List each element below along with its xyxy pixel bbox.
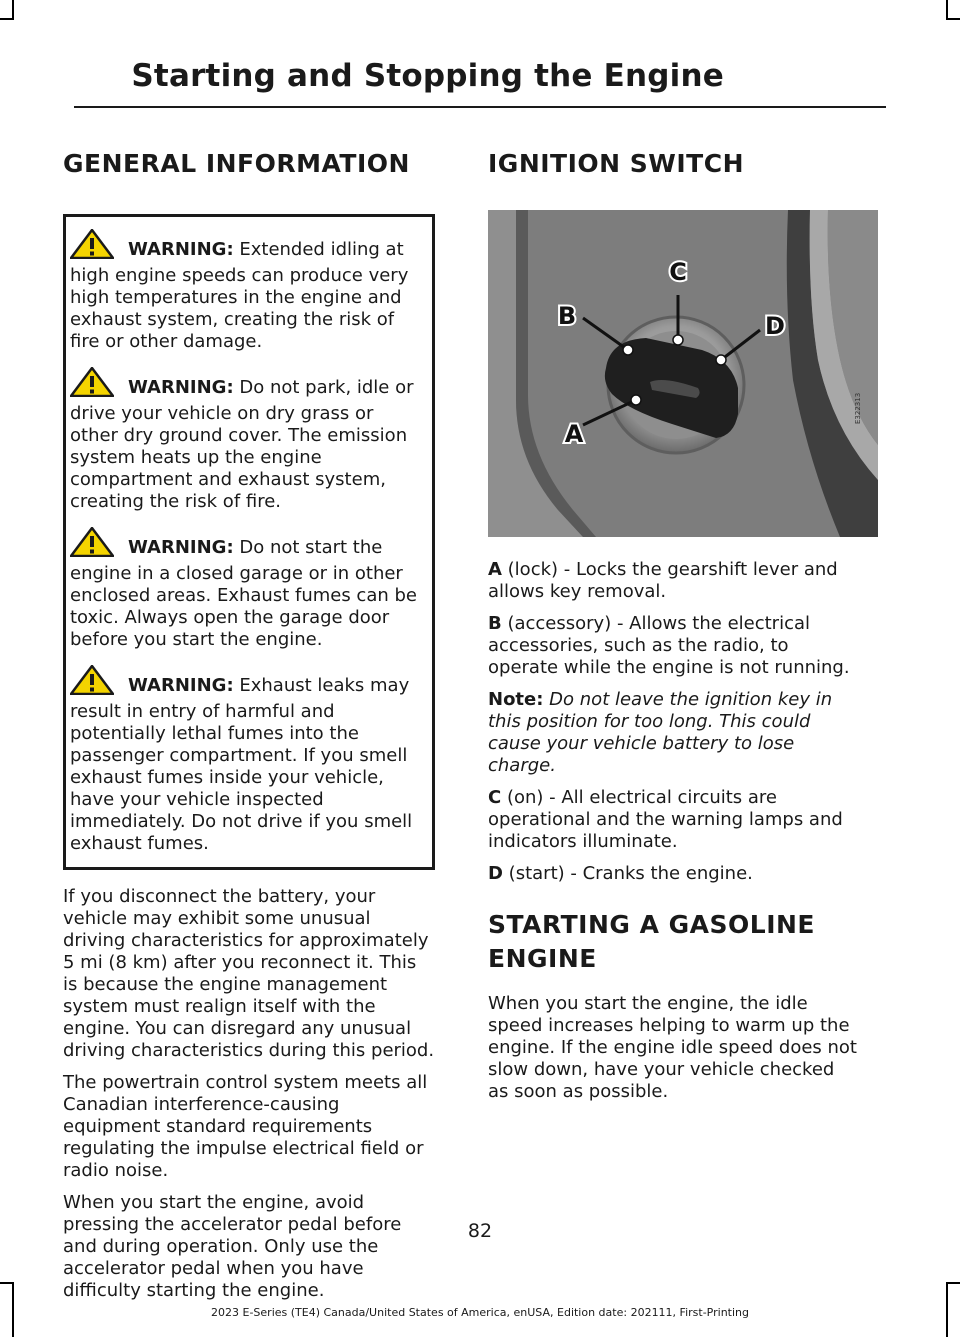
callout-c: C [669, 258, 687, 286]
legend-key: D [488, 863, 503, 884]
callout-b: B [557, 302, 577, 330]
body-paragraph: The powertrain control system meets all Canadian interference-causing equipment standard requirements regulating the impulse electrical field or radio noise. [63, 1072, 428, 1181]
warning-text: Do not start the engine in a closed garage or in other enclosed areas. Exhaust fumes can be toxic. Always open the garage door before you start the engine. [70, 537, 417, 650]
section-heading: IGNITION SWITCH [488, 149, 744, 178]
body-paragraph: If you disconnect the battery, your vehicle may exhibit some unusual driving characteristics for approximately 5 mi (8 km) after you reconnect it. This is because the engine management system must realign itself with the engine. You can disregard any unusual driving characteristics during this period. [63, 886, 435, 1061]
crop-mark [12, 0, 14, 18]
warning-label: WARNING: [128, 239, 234, 260]
note-text: Do not leave the ignition key in this position for too long. This could cause your vehicle battery to lose charge. [488, 689, 833, 776]
legend-key: B [488, 613, 502, 634]
ignition-switch-illustration [488, 210, 878, 537]
legend-text: (lock) - Locks the gearshift lever and allows key removal. [488, 559, 838, 602]
crop-mark [946, 18, 960, 20]
footer-text: 2023 E-Series (TE4) Canada/United States of America, enUSA, Edition date: 202111, First-Printing [211, 1306, 749, 1319]
warning-triangle-icon [70, 229, 114, 265]
warning-item [70, 665, 424, 855]
warning-label: WARNING: [128, 675, 234, 696]
warning-text: Exhaust leaks may result in entry of harmful and potentially lethal fumes into the passenger compartment. If you smell exhaust fumes inside your vehicle, have your vehicle inspected immediately. Do not drive if you smell exhaust fumes. [70, 675, 413, 854]
left-column [63, 148, 435, 1302]
section-heading-line: STARTING A GASOLINE [488, 910, 816, 939]
crop-mark [0, 18, 14, 20]
body-paragraph: When you start the engine, avoid pressing the accelerator pedal before and during operation. Only use the accelerator pedal when you have difficulty starting the engine. [63, 1192, 402, 1301]
legend-text: (start) - Cranks the engine. [502, 863, 753, 884]
warning-text: Do not park, idle or drive your vehicle on dry grass or other dry ground cover. The emission system heats up the engine compartment and exhaust system, creating the risk of fire. [70, 377, 414, 512]
header-rule [74, 106, 886, 108]
callout-d: D [765, 312, 785, 340]
callout-a: A [564, 420, 584, 448]
ignition-switch-photo [488, 210, 878, 537]
figure-id: E322313 [854, 392, 862, 424]
note-label: Note: [488, 689, 544, 710]
page-number: 82 [467, 1220, 493, 1242]
warning-triangle-icon [70, 367, 114, 403]
legend-item [488, 559, 860, 603]
legend-text: (accessory) - Allows the electrical accessories, such as the radio, to operate while the engine is not running. [488, 613, 850, 678]
crop-mark [0, 1282, 14, 1284]
right-column [488, 148, 860, 1103]
warning-text: Extended idling at high engine speeds can produce very high temperatures in the engine and exhaust system, creating the risk of fire or other damage. [70, 239, 409, 352]
legend-item [488, 787, 860, 853]
warning-label: WARNING: [128, 377, 234, 398]
legend-text: (on) - All electrical circuits are operational and the warning lamps and indicators illuminate. [488, 787, 843, 852]
legend-key: C [488, 787, 502, 808]
warning-item [70, 367, 424, 513]
body-paragraph: When you start the engine, the idle speed increases helping to warm up the engine. If the engine idle speed does not slow down, have your vehicle checked as soon as possible. [488, 993, 857, 1102]
page-title: Starting and Stopping the Engine [131, 58, 724, 94]
section-heading-line: ENGINE [488, 944, 597, 973]
legend-item [488, 613, 860, 679]
legend-key: A [488, 559, 502, 580]
warning-label: WARNING: [128, 537, 234, 558]
note [488, 689, 860, 777]
warning-item [70, 527, 424, 651]
section-heading: GENERAL INFORMATION [63, 149, 410, 178]
legend-item [488, 863, 860, 885]
warning-box [63, 214, 435, 870]
crop-mark [946, 1282, 960, 1284]
warning-item [70, 229, 424, 353]
warning-triangle-icon [70, 527, 114, 563]
crop-mark [946, 0, 948, 18]
warning-triangle-icon [70, 665, 114, 701]
